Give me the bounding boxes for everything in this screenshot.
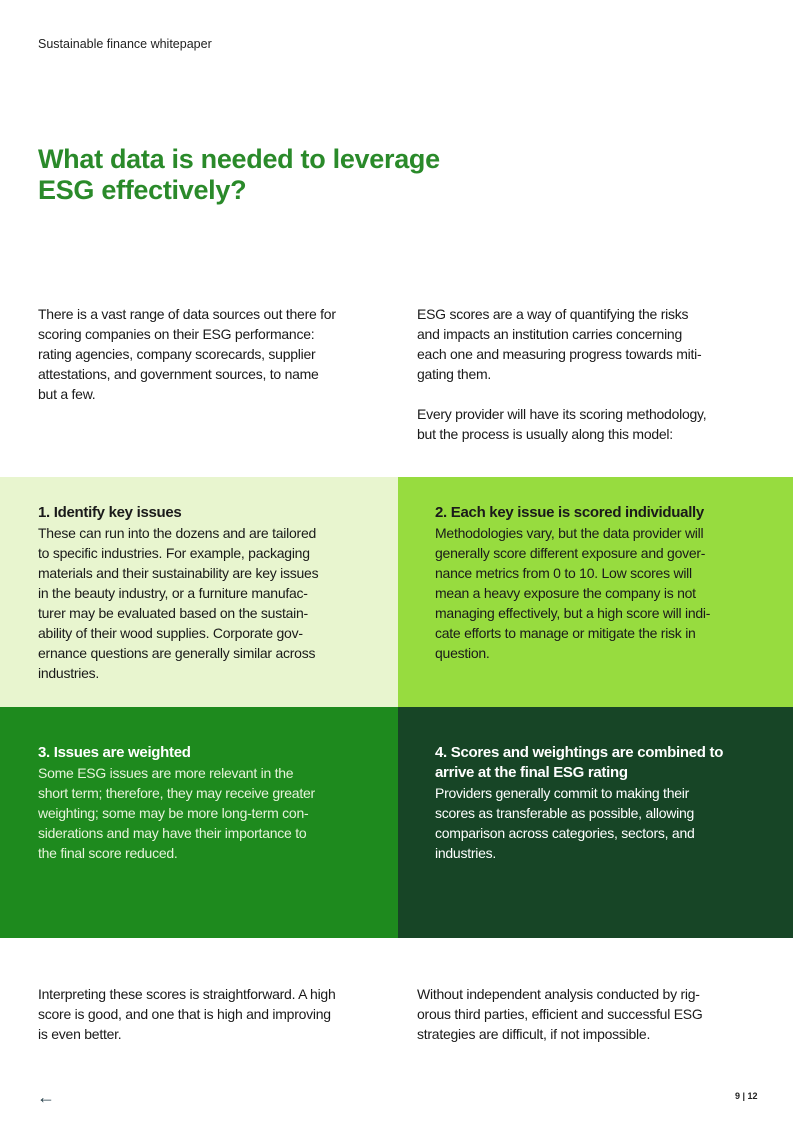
step-body [38, 763, 315, 863]
text-line: managing effectively, but a high score will indi- [435, 605, 711, 621]
arrow-left-icon[interactable]: ← [37, 1087, 55, 1107]
intro-right [417, 304, 706, 444]
step-heading [435, 503, 710, 523]
text-line: 3. Issues are weighted [38, 744, 191, 761]
text-line: ESG scores are a way of quantifying the risks [417, 306, 689, 322]
step-body [435, 783, 723, 863]
text-line: cate efforts to manage or mitigate the risk in [435, 625, 696, 641]
text-line: the final score reduced. [38, 845, 178, 861]
running-header: Sustainable finance whitepaper [38, 37, 212, 51]
text-line: in the beauty industry, or a furniture manufac- [38, 585, 308, 601]
text-line: ernance questions are generally similar across [38, 645, 316, 661]
text-line: Every provider will have its scoring methodology, [417, 406, 707, 422]
text-line: scoring companies on their ESG performance: [38, 326, 315, 342]
text-line: industries. [38, 665, 100, 681]
paragraph [417, 984, 703, 1044]
text-line: gating them. [417, 366, 492, 382]
text-line: nance metrics from 0 to 10. Low scores will [435, 565, 692, 581]
text-line: weighting; some may be more long-term con- [38, 805, 309, 821]
closing-right [417, 984, 703, 1044]
text-line: attestations, and government sources, to name [38, 366, 319, 382]
text-line: Methodologies vary, but the data provider will [435, 525, 704, 541]
step-body [38, 523, 318, 683]
text-line: generally score different exposure and gover- [435, 545, 706, 561]
step-card-4 [398, 707, 793, 938]
text-line: siderations and may have their importance to [38, 825, 307, 841]
paragraph [417, 404, 706, 444]
text-line: mean a heavy exposure the company is not [435, 585, 696, 601]
step-card-1 [0, 477, 398, 707]
text-line: but a few. [38, 386, 96, 402]
title-line: ESG effectively? [38, 175, 247, 205]
step-heading [435, 743, 723, 783]
page-title [38, 144, 440, 206]
text-line: rating agencies, company scorecards, supplier [38, 346, 316, 362]
intro-left [38, 304, 336, 404]
text-line: Interpreting these scores is straightforward. A high [38, 986, 336, 1002]
text-line: 4. Scores and weightings are combined to [435, 744, 724, 761]
text-line: and impacts an institution carries concerning [417, 326, 683, 342]
step-body [435, 523, 710, 663]
text-line: 2. Each key issue is scored individually [435, 504, 704, 521]
text-line: There is a vast range of data sources out there for [38, 306, 336, 322]
text-line: to specific industries. For example, packaging [38, 545, 310, 561]
text-line: turer may be evaluated based on the sustain- [38, 605, 308, 621]
paragraph-gap [417, 384, 706, 404]
closing-left [38, 984, 336, 1044]
paragraph [38, 304, 336, 404]
text-line: scores as transferable as possible, allowing [435, 805, 695, 821]
text-line: comparison across categories, sectors, and [435, 825, 695, 841]
text-line: arrive at the final ESG rating [435, 764, 628, 781]
step-card-2 [398, 477, 793, 707]
text-line: question. [435, 645, 490, 661]
text-line: each one and measuring progress towards miti- [417, 346, 702, 362]
title-line: What data is needed to leverage [38, 144, 440, 174]
text-line: ability of their wood supplies. Corporate gov- [38, 625, 303, 641]
text-line: orous third parties, efficient and successful ESG [417, 1006, 703, 1022]
text-line: Providers generally commit to making their [435, 785, 690, 801]
text-line: Without independent analysis conducted by rig- [417, 986, 700, 1002]
text-line: short term; therefore, they may receive greater [38, 785, 315, 801]
page-number: 9 | 12 [735, 1091, 758, 1101]
text-line: strategies are difficult, if not impossible. [417, 1026, 651, 1042]
text-line: but the process is usually along this model: [417, 426, 673, 442]
text-line: score is good, and one that is high and improving [38, 1006, 331, 1022]
text-line: 1. Identify key issues [38, 504, 182, 521]
step-card-3 [0, 707, 398, 938]
text-line: These can run into the dozens and are tailored [38, 525, 317, 541]
paragraph [417, 304, 706, 384]
step-heading [38, 503, 318, 523]
text-line: industries. [435, 845, 497, 861]
text-line: materials and their sustainability are key issues [38, 565, 319, 581]
text-line: Some ESG issues are more relevant in the [38, 765, 294, 781]
paragraph [38, 984, 336, 1044]
text-line: is even better. [38, 1026, 122, 1042]
step-heading [38, 743, 315, 763]
